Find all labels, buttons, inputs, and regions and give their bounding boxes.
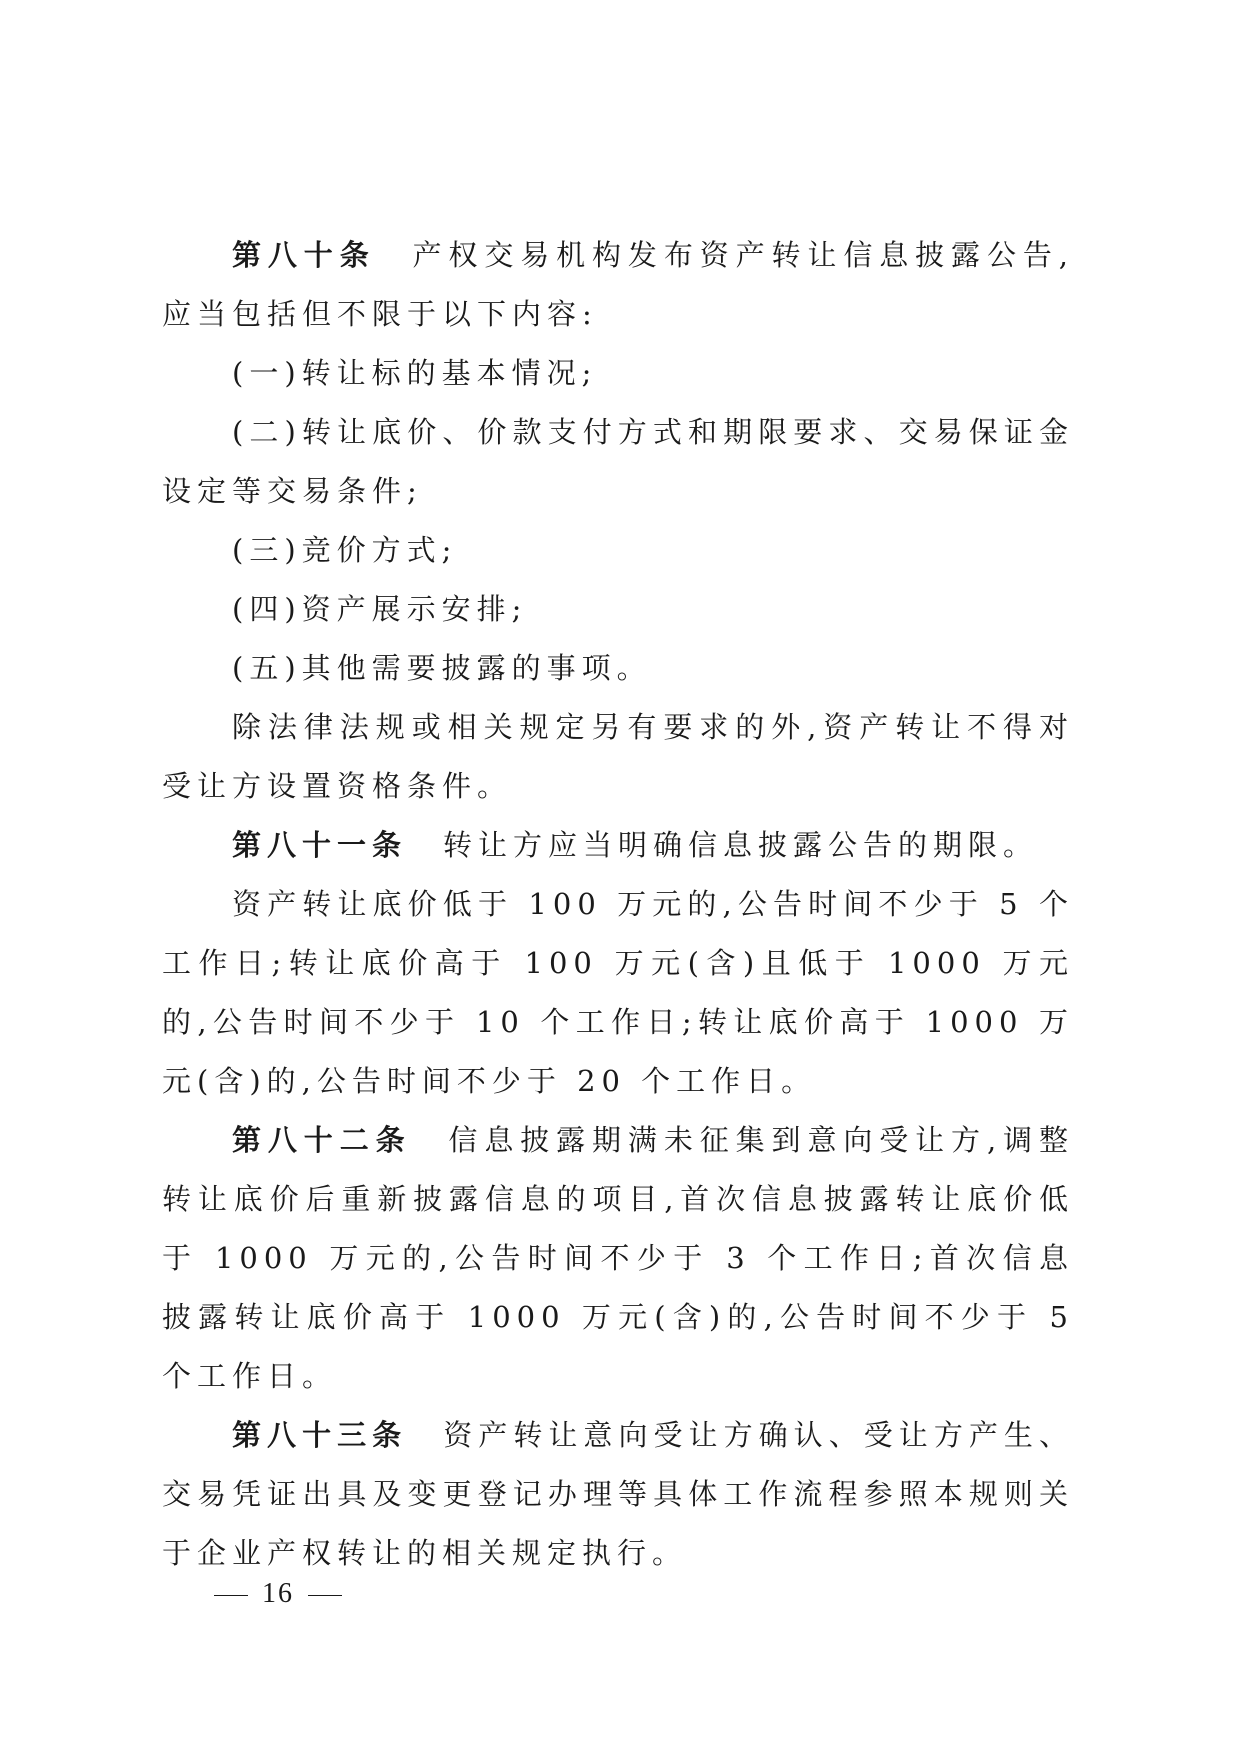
article-80-text: 产权交易机构发布资产转让信息披露公告,应当包括但不限于以下内容: bbox=[162, 238, 1074, 331]
page-number: 16 bbox=[262, 1578, 294, 1609]
article-80-item-3: (三)竞价方式; bbox=[232, 533, 458, 567]
article-80-label: 第八十条 bbox=[232, 238, 376, 272]
article-80-item-2: (二)转让底价、价款支付方式和期限要求、交易保证金设定等交易条件; bbox=[162, 415, 1074, 508]
article-83-paragraph bbox=[162, 1406, 1074, 1583]
page-footer bbox=[200, 1578, 356, 1610]
article-80-item-5: (五)其他需要披露的事项。 bbox=[232, 651, 652, 685]
article-82-paragraph bbox=[162, 1111, 1074, 1406]
article-81-paragraph bbox=[162, 816, 1074, 875]
article-81-text: 转让方应当明确信息披露公告的期限。 bbox=[443, 828, 1039, 862]
footer-dash-right bbox=[308, 1595, 342, 1596]
article-83-text: 资产转让意向受让方确认、受让方产生、交易凭证出具及变更登记办理等具体工作流程参照本规则关于企业产权转让的相关规定执行。 bbox=[162, 1418, 1074, 1570]
document-body bbox=[162, 226, 1074, 1583]
footer-dash-left bbox=[214, 1595, 248, 1596]
article-80-item-1: (一)转让标的基本情况; bbox=[232, 356, 598, 390]
article-80-item-4: (四)资产展示安排; bbox=[232, 592, 528, 626]
article-82-text: 信息披露期满未征集到意向受让方,调整转让底价后重新披露信息的项目,首次信息披露转让底价低于 1000 万元的,公告时间不少于 3 个工作日;首次信息披露转让底价高于 1000 万元(含)的,公告时间不少于 5 个工作日。 bbox=[162, 1123, 1074, 1393]
article-82-label: 第八十二条 bbox=[232, 1123, 412, 1157]
article-81-detail: 资产转让底价低于 100 万元的,公告时间不少于 5 个工作日;转让底价高于 100 万元(含)且低于 1000 万元的,公告时间不少于 10 个工作日;转让底价高于 1000 万元(含)的,公告时间不少于 20 个工作日。 bbox=[162, 887, 1074, 1098]
article-80-paragraph bbox=[162, 226, 1074, 344]
article-80-closing: 除法律法规或相关规定另有要求的外,资产转让不得对受让方设置资格条件。 bbox=[162, 710, 1074, 803]
article-83-label: 第八十三条 bbox=[232, 1418, 408, 1452]
article-81-label: 第八十一条 bbox=[232, 828, 408, 862]
